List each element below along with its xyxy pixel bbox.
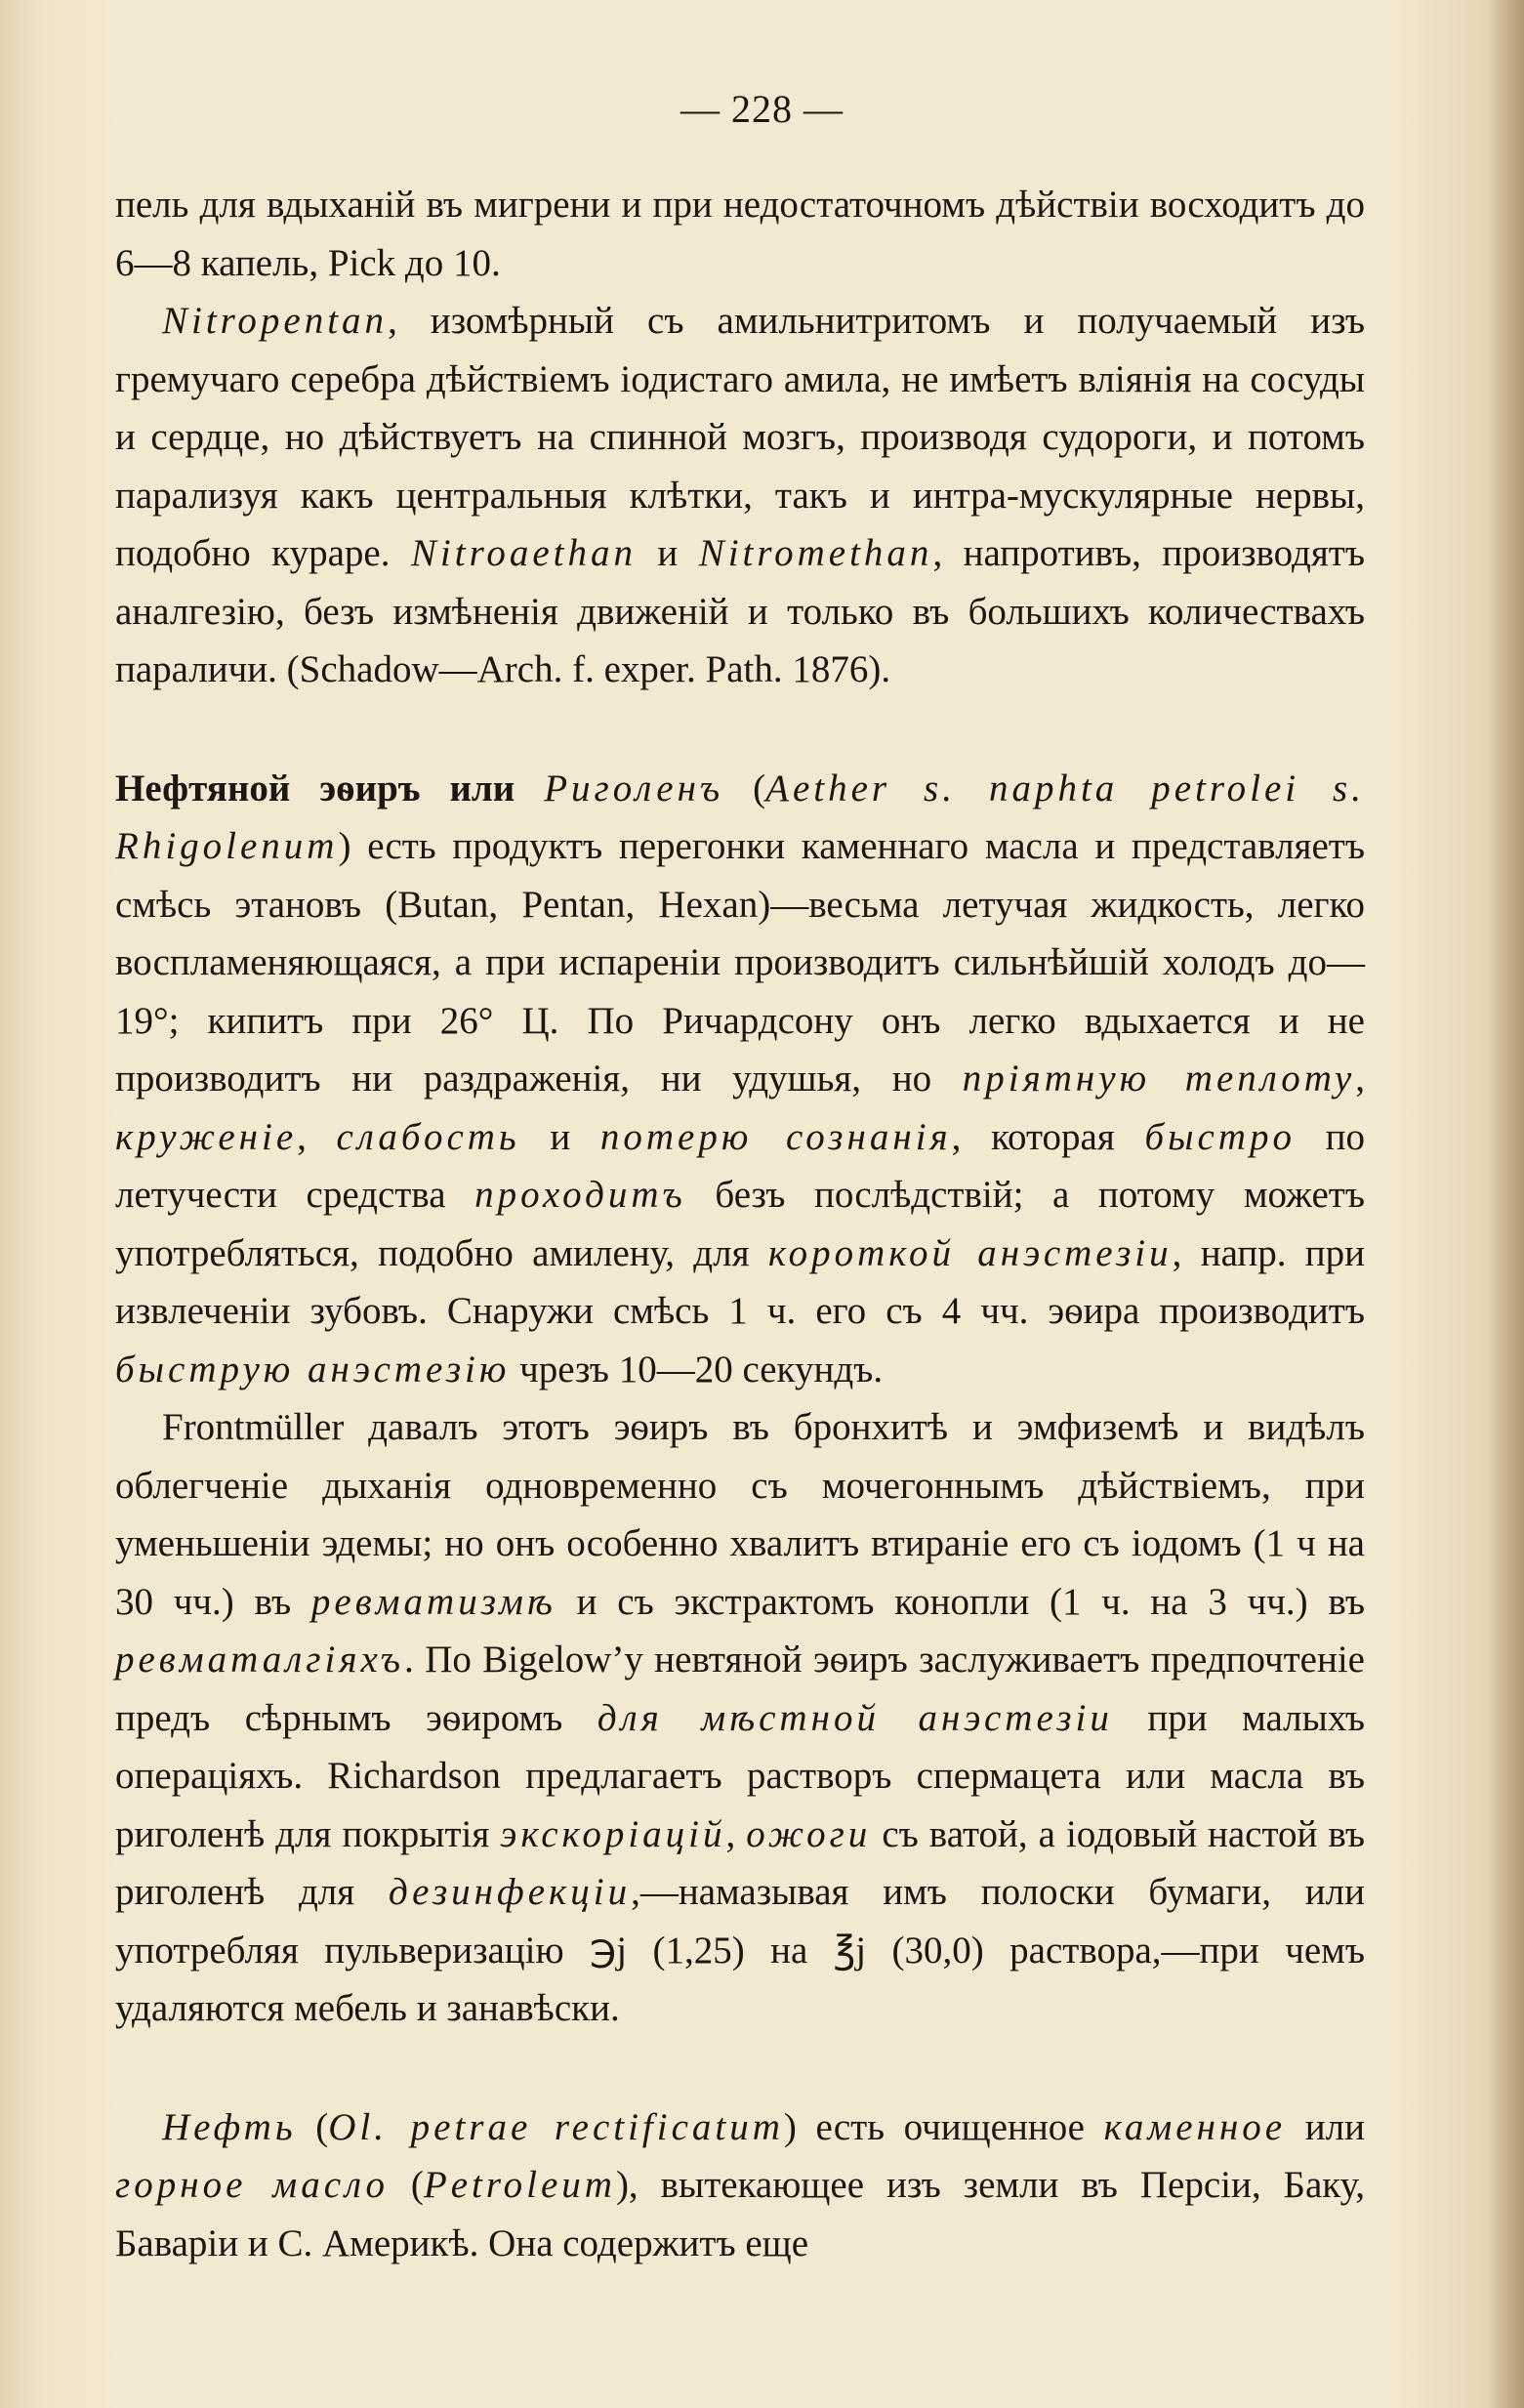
text-run: , напр. при извлеченіи зубовъ. Снаружи смѣсь 1 ч. его съ 4 чч. эѳира производитъ: [115, 1231, 1366, 1332]
text-run: ) есть продуктъ перегонки каменнаго масла и представляетъ смѣсь этановъ (Butan, Pentan, Hexan)—весьма летучая жидкость, легко воспламеняющаяся, а при испареніи производитъ сильнѣйшій холодъ до—19°; кипитъ при 26° Ц. По Ричардсону онъ легко вдыхается и не производитъ ни раздраженія, ни удушья, но: [115, 825, 1365, 1100]
text-run: (: [296, 2105, 329, 2148]
emphasized-term: Риголенъ: [544, 767, 724, 810]
text-run: при малыхъ операціяхъ. Richardson предлагаетъ растворъ спермацета или масла въ риголенѣ для покрытія: [115, 1696, 1365, 1855]
emphasized-term: слабость: [336, 1115, 520, 1158]
emphasized-term: экскоріацій: [500, 1812, 726, 1855]
text-run: по летучести средства: [115, 1115, 1365, 1216]
text-run: (: [723, 767, 766, 810]
text-run: ,—намазывая имъ полоски бумаги, или употребляя пульверизацію ℈j (1,25) на ℥j (30,0) раствора,—при чемъ удаляются мебель и занавѣски.: [115, 1871, 1365, 2029]
emphasized-term: Nitromethan: [698, 532, 933, 574]
text-run: безъ послѣдствій; а потому можетъ употребляться, подобно амилену, для: [115, 1174, 1365, 1274]
emphasized-term: Ol. petrae rectificatum: [328, 2105, 784, 2148]
emphasized-term: для мѣстной анэстезіи: [597, 1696, 1113, 1739]
text-run: , напротивъ, производятъ аналгезію, безъ измѣненія движеній и только въ большихъ количествахъ параличи. (Schadow—Arch. f. exper. Path. 1876).: [115, 532, 1365, 690]
paragraph-5: [115, 2098, 1365, 2273]
text-run: ) есть очищенное: [783, 2105, 1104, 2148]
text-run: и: [636, 532, 699, 574]
text-run: , которая: [951, 1115, 1145, 1158]
emphasized-term: быстро: [1144, 1115, 1296, 1158]
emphasized-term: ревматалгіяхъ: [115, 1639, 405, 1681]
paragraph-4: [115, 1398, 1365, 2038]
paragraph-3: [115, 760, 1365, 1399]
emphasized-term: Nitropentan: [162, 300, 389, 342]
emphasized-term: Нефть: [162, 2105, 297, 2148]
emphasized-term: горное масло: [115, 2164, 389, 2206]
emphasized-term: ожоги: [746, 1812, 872, 1855]
text-run: Frontmüller давалъ этотъ эѳиръ въ бронхитѣ и эмфиземѣ и видѣлъ облегченіе дыханія одновременно съ мочегоннымъ дѣйствіемъ, при уменьшеніи эдемы; но онъ особенно хвалитъ втираніе его съ іодомъ (1 ч на 30 чч.) въ: [115, 1406, 1365, 1623]
paragraph-1: [115, 176, 1365, 292]
text-run: ,: [1355, 1058, 1365, 1100]
paragraph-2: [115, 292, 1365, 699]
text-run: и съ экстрактомъ конопли (1 ч. на 3 чч.) въ: [556, 1580, 1366, 1623]
text-run: чрезъ 10—20 секундъ.: [510, 1348, 884, 1391]
emphasized-term: Petroleum: [423, 2164, 616, 2206]
emphasized-term: короткой анэстезіи: [767, 1231, 1173, 1274]
emphasized-term: круженіе: [115, 1115, 298, 1158]
entry-heading: Нефтяной эѳиръ или: [115, 767, 545, 810]
text-run: (: [389, 2164, 424, 2206]
text-run: ), вытекающее изъ земли въ Персіи, Баку, Баваріи и С. Америкѣ. Она содержитъ еще: [115, 2164, 1365, 2264]
emphasized-term: каменное: [1103, 2105, 1287, 2148]
emphasized-term: ревматизмѣ: [310, 1580, 556, 1623]
text-run: ,: [297, 1115, 337, 1158]
emphasized-term: Aether s. naphta petrolei s. Rhigolenum: [115, 767, 1365, 867]
emphasized-term: быструю анэстезію: [115, 1348, 511, 1391]
emphasized-term: пріятную теплоту: [962, 1058, 1356, 1100]
emphasized-term: проходитъ: [474, 1174, 686, 1216]
text-run: и: [519, 1115, 600, 1158]
text-run: или: [1286, 2105, 1365, 2148]
emphasized-term: дезинфекціи: [388, 1871, 632, 1913]
text-run: ,: [725, 1812, 747, 1855]
page-number: — 228 —: [680, 87, 844, 131]
emphasized-term: потерю сознанія: [599, 1115, 952, 1158]
text-run: пель для вдыханій въ мигрени и при недостаточномъ дѣйствіи восходитъ до 6—8 капель, Pick до 10.: [115, 184, 1365, 284]
page-body: [115, 176, 1365, 2272]
text-run: съ ватой, а іодовый настой въ риголенѣ для: [115, 1812, 1365, 1913]
emphasized-term: Nitroaethan: [410, 532, 637, 574]
text-run: . По Bigelow’у невтяной эѳиръ заслуживаетъ предпочтеніе предъ сѣрнымъ эѳиромъ: [115, 1639, 1365, 1739]
text-run: , изомѣрный съ амильнитритомъ и получаемый изъ гремучаго серебра дѣйствіемъ іодистаго амила, не имѣетъ вліянія на сосуды и сердце, но дѣйствуетъ на спинной мозгъ, производя судороги, и потомъ парализуя какъ центральныя клѣтки, такъ и интра-мускулярные нервы, подобно кураре.: [115, 300, 1365, 574]
